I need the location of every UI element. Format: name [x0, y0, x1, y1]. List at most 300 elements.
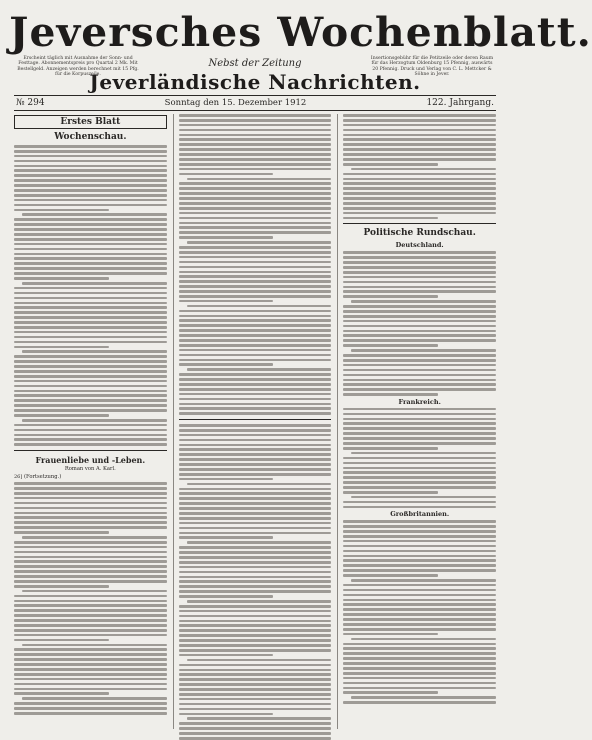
text-line	[179, 444, 332, 447]
text-line	[179, 722, 332, 725]
text-line	[179, 261, 332, 264]
text-line	[14, 365, 167, 368]
text-line	[14, 629, 167, 632]
text-line	[14, 692, 109, 695]
text-line	[179, 737, 332, 740]
text-line	[179, 256, 332, 259]
masthead	[9, 8, 592, 78]
text-line	[179, 143, 332, 146]
text-line	[343, 618, 496, 621]
text-line	[351, 579, 496, 582]
text-line	[343, 276, 496, 279]
text-line	[179, 192, 332, 195]
text-line	[179, 664, 332, 667]
text-line	[179, 129, 332, 132]
text-line	[179, 527, 332, 530]
text-line	[343, 682, 496, 685]
text-line	[179, 344, 332, 347]
text-line	[179, 522, 332, 525]
text-line	[343, 408, 496, 411]
text-line	[14, 482, 167, 485]
text-line	[179, 114, 332, 117]
text-line	[343, 217, 438, 220]
text-line	[179, 119, 332, 122]
text-line	[179, 693, 332, 696]
text-line	[351, 452, 496, 455]
text-line	[14, 414, 109, 417]
text-line	[14, 209, 109, 212]
text-line	[14, 658, 167, 661]
text-line	[343, 339, 496, 342]
dateline	[14, 95, 496, 111]
text-line	[179, 378, 332, 381]
text-line	[179, 148, 332, 151]
text-line	[14, 497, 167, 500]
text-line	[343, 413, 496, 416]
text-line	[179, 354, 332, 357]
text-line	[351, 638, 496, 641]
subscription-note: Erscheint täglich mit Ausnahme der Sonn- und Festtage. Abonnementspreis pro Quartal 2 Mk. Mit Bestellgeld. Anzeigen werden berechnet mit 15 Pfg. für die Korpuszeile.	[17, 56, 139, 78]
article-heading-wochenschau: Wochenschau.	[54, 132, 127, 142]
text-line	[22, 644, 167, 647]
text-line	[14, 541, 167, 544]
text-line	[14, 375, 167, 378]
text-line	[14, 218, 167, 221]
text-line	[179, 669, 332, 672]
text-line	[343, 559, 496, 562]
text-line	[14, 580, 167, 583]
text-line	[14, 634, 167, 637]
text-line	[179, 153, 332, 156]
text-line	[179, 713, 274, 716]
text-line	[179, 492, 332, 495]
text-line	[343, 457, 496, 460]
divider	[14, 450, 167, 451]
text-line	[343, 153, 496, 156]
text-line	[14, 487, 167, 490]
text-line	[14, 150, 167, 153]
text-line	[179, 212, 332, 215]
text-line	[179, 168, 332, 171]
text-line	[343, 359, 496, 362]
serial-body	[14, 482, 167, 715]
text-line	[14, 614, 167, 617]
text-line	[14, 434, 167, 437]
text-line	[14, 404, 167, 407]
text-line	[343, 383, 496, 386]
text-line	[343, 187, 496, 190]
text-line	[179, 624, 332, 627]
text-line	[14, 663, 167, 666]
text-line	[343, 124, 496, 127]
text-line	[343, 603, 496, 606]
text-line	[179, 275, 332, 278]
text-line	[343, 138, 496, 141]
text-line	[179, 246, 332, 249]
text-line	[14, 560, 167, 563]
text-line	[179, 463, 332, 466]
text-line	[343, 535, 496, 538]
text-line	[343, 672, 496, 675]
text-line	[343, 530, 496, 533]
insertion-note: Insertionsgebühr für die Petitzeile oder deren Raum für das Herzogtum Oldenburg 15 Pfennig, auswärts 20 Pfennig. Druck und Verlag von C. L. Mettcker & Söhne in Jever.	[370, 56, 494, 78]
text-line	[14, 360, 167, 363]
text-line	[14, 438, 167, 441]
text-line	[14, 565, 167, 568]
text-line	[343, 486, 496, 489]
text-line	[14, 385, 167, 388]
text-line	[179, 222, 332, 225]
text-line	[343, 388, 496, 391]
text-line	[179, 566, 332, 569]
text-line	[22, 419, 167, 422]
text-line	[179, 315, 332, 318]
text-line	[14, 311, 167, 314]
text-line	[22, 213, 167, 216]
text-line	[179, 339, 332, 342]
text-line	[14, 179, 167, 182]
text-line	[179, 688, 332, 691]
text-line	[343, 315, 496, 318]
text-line	[179, 163, 332, 166]
text-line	[14, 570, 167, 573]
text-line	[14, 272, 167, 275]
text-line	[179, 236, 274, 239]
text-line	[14, 546, 167, 549]
text-line	[343, 305, 496, 308]
divider	[343, 223, 496, 224]
text-line	[343, 613, 496, 616]
text-line	[343, 192, 496, 195]
text-line	[179, 398, 332, 401]
text-line	[14, 145, 167, 148]
text-line	[343, 295, 438, 298]
text-line	[343, 608, 496, 611]
text-line	[179, 300, 274, 303]
text-line	[187, 600, 332, 603]
text-line	[14, 184, 167, 187]
article-body-continued	[179, 424, 332, 740]
newspaper-title: Jeversches Wochenblatt.	[9, 9, 592, 56]
text-line	[14, 648, 167, 651]
text-line	[343, 550, 496, 553]
text-line	[179, 561, 332, 564]
text-line	[187, 659, 332, 662]
text-line	[179, 551, 332, 554]
text-line	[343, 701, 496, 704]
text-line	[179, 439, 332, 442]
text-line	[22, 590, 167, 593]
text-line	[343, 212, 496, 215]
text-line	[187, 483, 332, 486]
text-line	[343, 271, 496, 274]
text-line	[14, 668, 167, 671]
text-line	[179, 349, 332, 352]
text-line	[14, 238, 167, 241]
text-line	[343, 662, 496, 665]
text-line	[179, 429, 332, 432]
text-line	[343, 143, 496, 146]
text-line	[14, 712, 167, 715]
text-line	[179, 698, 332, 701]
text-line	[179, 727, 332, 730]
text-line	[343, 290, 496, 293]
text-line	[179, 678, 332, 681]
text-line	[179, 488, 332, 491]
article-columns	[14, 114, 496, 729]
issue-number: № 294	[16, 98, 45, 108]
text-line	[179, 319, 332, 322]
text-line	[343, 491, 438, 494]
text-line	[179, 478, 274, 481]
text-line	[179, 673, 332, 676]
text-line	[14, 624, 167, 627]
text-line	[179, 158, 332, 161]
text-line	[179, 532, 332, 535]
column-3	[337, 114, 496, 729]
text-line	[179, 226, 332, 229]
text-line	[179, 576, 332, 579]
article-body	[343, 408, 496, 508]
text-line	[187, 717, 332, 720]
text-line	[14, 595, 167, 598]
text-line	[343, 657, 496, 660]
text-line	[14, 174, 167, 177]
text-line	[343, 325, 496, 328]
text-line	[179, 207, 332, 210]
text-line	[179, 231, 332, 234]
text-line	[14, 160, 167, 163]
text-line	[343, 652, 496, 655]
text-line	[343, 628, 496, 631]
divider	[179, 419, 332, 420]
text-line	[343, 281, 496, 284]
text-line	[343, 540, 496, 543]
text-line	[14, 199, 167, 202]
serial-title: Frauenliebe und -Leben.	[35, 454, 146, 465]
text-line	[14, 683, 167, 686]
text-line	[14, 370, 167, 373]
text-line	[179, 202, 332, 205]
text-line	[179, 280, 332, 283]
text-line	[179, 536, 274, 539]
text-line	[179, 644, 332, 647]
text-line	[343, 364, 496, 367]
text-line	[179, 512, 332, 515]
text-line	[14, 551, 167, 554]
text-line	[14, 409, 167, 412]
text-line	[22, 282, 167, 285]
text-line	[14, 331, 167, 334]
text-line	[179, 266, 332, 269]
text-line	[343, 555, 496, 558]
text-line	[343, 129, 496, 132]
text-line	[343, 623, 496, 626]
text-line	[343, 667, 496, 670]
text-line	[343, 173, 496, 176]
text-line	[14, 380, 167, 383]
text-line	[14, 292, 167, 295]
text-line	[343, 422, 496, 425]
serial-meta: 26] (Fortsetzung.)	[14, 473, 62, 480]
text-line	[179, 403, 332, 406]
text-line	[14, 707, 167, 710]
text-line	[22, 350, 167, 353]
text-line	[351, 696, 496, 699]
text-line	[179, 620, 332, 623]
text-line	[179, 393, 332, 396]
text-line	[179, 134, 332, 137]
text-line	[179, 251, 332, 254]
text-line	[14, 169, 167, 172]
article-body	[179, 114, 332, 415]
text-line	[14, 233, 167, 236]
text-line	[343, 633, 438, 636]
text-line	[14, 575, 167, 578]
text-line	[343, 525, 496, 528]
text-line	[14, 194, 167, 197]
text-line	[343, 462, 496, 465]
text-line	[14, 521, 167, 524]
text-line	[179, 373, 332, 376]
text-line	[14, 390, 167, 393]
text-line	[343, 334, 496, 337]
text-line	[179, 290, 332, 293]
text-line	[22, 697, 167, 700]
text-line	[179, 182, 332, 185]
volume: 122. Jahrgang.	[426, 98, 494, 108]
text-line	[14, 424, 167, 427]
text-line	[179, 629, 332, 632]
text-line	[187, 178, 332, 181]
secondary-title: Jeverländische Nachrichten.	[89, 70, 421, 94]
text-line	[179, 124, 332, 127]
text-line	[179, 295, 332, 298]
text-line	[14, 228, 167, 231]
text-line	[14, 287, 167, 290]
text-line	[179, 448, 332, 451]
text-line	[14, 306, 167, 309]
text-line	[343, 643, 496, 646]
text-line	[14, 297, 167, 300]
text-line	[343, 432, 496, 435]
text-line	[179, 507, 332, 510]
text-line	[343, 182, 496, 185]
text-line	[343, 374, 496, 377]
text-line	[179, 590, 332, 593]
text-line	[179, 502, 332, 505]
text-line	[343, 442, 496, 445]
text-line	[343, 545, 496, 548]
text-line	[343, 320, 496, 323]
text-line	[179, 217, 332, 220]
text-line	[343, 286, 496, 289]
text-line	[343, 467, 496, 470]
text-line	[343, 476, 496, 479]
text-line	[14, 355, 167, 358]
text-line	[343, 148, 496, 151]
text-line	[351, 349, 496, 352]
text-line	[14, 165, 167, 168]
text-line	[14, 556, 167, 559]
column-2	[173, 114, 332, 729]
text-line	[343, 564, 496, 567]
text-line	[343, 266, 496, 269]
text-line	[179, 639, 332, 642]
serial-author: Roman von A. Karl.	[64, 465, 116, 472]
text-line	[343, 501, 496, 504]
text-line	[179, 517, 332, 520]
text-line	[14, 639, 109, 642]
column-1	[14, 114, 167, 729]
text-line	[14, 336, 167, 339]
article-body	[343, 520, 496, 704]
article-body	[343, 251, 496, 395]
text-line	[343, 158, 496, 161]
text-line	[179, 334, 332, 337]
text-line	[343, 330, 496, 333]
text-line	[14, 502, 167, 505]
subsection-grossbritannien: Großbritannien.	[390, 510, 450, 519]
text-line	[14, 394, 167, 397]
text-line	[343, 207, 496, 210]
text-line	[14, 531, 109, 534]
text-line	[14, 189, 167, 192]
text-line	[343, 574, 438, 577]
text-line	[179, 595, 274, 598]
text-line	[343, 447, 438, 450]
text-line	[14, 600, 167, 603]
article-heading-politik: Politische Rundschau.	[363, 228, 476, 239]
text-line	[179, 497, 332, 500]
text-line	[179, 615, 332, 618]
text-line	[179, 271, 332, 274]
text-line	[14, 262, 167, 265]
text-line	[14, 223, 167, 226]
text-line	[343, 379, 496, 382]
text-line	[179, 407, 332, 410]
text-line	[343, 481, 496, 484]
text-line	[343, 197, 496, 200]
text-line	[343, 354, 496, 357]
text-line	[179, 434, 332, 437]
text-line	[179, 571, 332, 574]
text-line	[343, 584, 496, 587]
issue-date: Sonntag den 15. Dezember 1912	[164, 98, 307, 108]
text-line	[14, 326, 167, 329]
text-line	[14, 257, 167, 260]
text-line	[343, 119, 496, 122]
text-line	[343, 418, 496, 421]
text-line	[343, 344, 438, 347]
text-line	[14, 316, 167, 319]
text-line	[14, 341, 167, 344]
text-line	[343, 437, 496, 440]
text-line	[343, 506, 496, 509]
text-line	[343, 569, 496, 572]
text-line	[343, 687, 496, 690]
text-line	[343, 114, 496, 117]
text-line	[343, 393, 438, 396]
text-line	[14, 429, 167, 432]
subsection-frankreich: Frankreich.	[398, 397, 441, 406]
text-line	[179, 610, 332, 613]
text-line	[179, 605, 332, 608]
text-line	[14, 267, 167, 270]
text-line	[14, 526, 167, 529]
text-line	[187, 368, 332, 371]
text-line	[14, 604, 167, 607]
